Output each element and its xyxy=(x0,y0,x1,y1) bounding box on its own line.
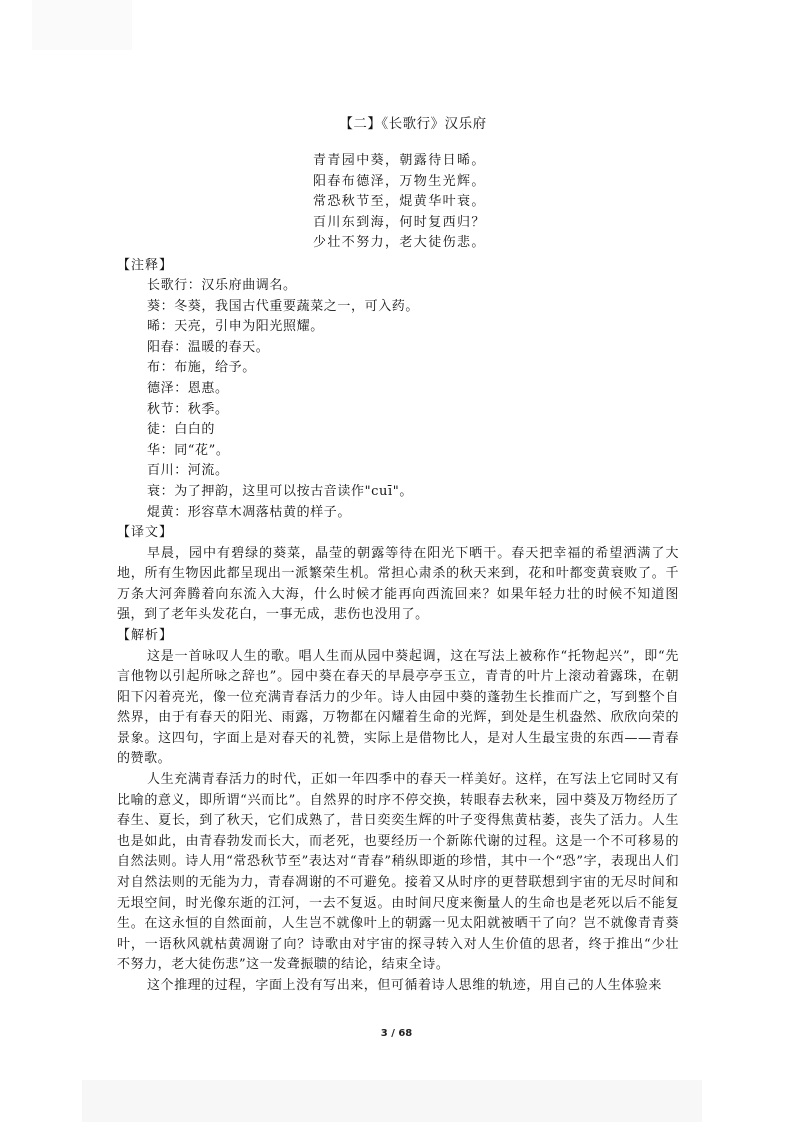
poem-line: 百川东到海，何时复西归？ xyxy=(313,214,486,230)
bottom-shade xyxy=(82,1080,702,1122)
poem-line: 少壮不努力，老大徒伤悲。 xyxy=(313,235,486,250)
note-item: 长歌行：汉乐府曲调名。 xyxy=(147,278,297,293)
analysis-heading: 【解析】 xyxy=(117,628,174,643)
poem-line: 青青园中葵，朝露待日晞。 xyxy=(313,153,486,168)
translation-paragraph: 早晨，园中有碧绿的葵菜，晶莹的朝露等待在阳光下晒干。春天把幸福的希望洒满了大地，所有生物因此都呈现出一派繁荣生机。常担心肃杀的秋天来到，花和叶都变黄衰败了。千万条大河奔腾着向东流入大海，什么时候才能再向西流回来？如果年轻力壮的时候不知道图强，到了老年头发花白，一事无成，悲伤也没用了。 xyxy=(117,545,679,623)
translation-heading: 【译文】 xyxy=(117,525,174,541)
note-item: 徒：白白的 xyxy=(147,422,216,438)
poem-block xyxy=(313,151,486,254)
note-item: 晞：天亮，引申为阳光照耀。 xyxy=(147,319,324,335)
note-item: 华：同“花”。 xyxy=(147,442,230,458)
note-item: 葵：冬葵，我国古代重要蔬菜之一，可入药。 xyxy=(147,298,420,314)
note-item: 秋节：秋季。 xyxy=(147,401,229,417)
note-item: 衰：为了押韵，这里可以按古音读作"cuī"。 xyxy=(147,483,413,499)
document-page xyxy=(117,114,679,997)
analysis-paragraph: 人生充满青春活力的时代，正如一年四季中的春天一样美好。这样，在写法上它同时又有比喻的意义，即所谓“兴而比”。自然界的时序不停交换，转眼春去秋来，园中葵及万物经历了春生、夏长，到了秋天，它们成熟了，昔日奕奕生辉的叶子变得焦黄枯萎，丧失了活力。人生也是如此，由青春勃发而长大，而老死，也要经历一个新陈代谢的过程。这是一个不可移易的自然法则。诗人用“常恐秋节至”表达对“青春”稍纵即逝的珍惜，其中一个“恐”字，表现出人们对自然法则的无能为力，青春凋谢的不可避免。接着又从时序的更替联想到宇宙的无尽时间和无垠空间，时光像东逝的江河，一去不复返。由时间尺度来衡量人的生命也是老死以后不能复生。在这永恒的自然面前，人生岂不就像叶上的朝露一见太阳就被晒干了向？岂不就像青青葵叶，一语秋风就枯黄凋谢了向？诗歌由对宇宙的探寻转入对人生价值的思者，终于推出“少壮不努力，老大徒伤悲”这一发聋振聩的结论，结束全诗。 xyxy=(117,772,679,973)
notes-heading: 【注释】 xyxy=(117,257,174,273)
analysis-paragraph: 这个推理的过程，字面上没有写出来，但可循着诗人思维的轨迹，用自己的人生体验来 xyxy=(147,978,662,993)
notes-list xyxy=(117,276,679,523)
poem-line: 常恐秋节至，焜黄华叶衰。 xyxy=(313,194,486,209)
page-title: 【二】《长歌行》汉乐府 xyxy=(339,116,487,132)
analysis-paragraph: 这是一首咏叹人生的歌。唱人生而从园中葵起调，这在写法上被称作“托物起兴”，即“先言他物以引起所咏之辞也”。园中葵在春天的早晨亭亭玉立，青青的叶片上滚动着露珠，在朝阳下闪着亮光，像一位充满青春活力的少年。诗人由园中葵的蓬勃生长推而广之，写到整个自然界，由于有春天的阳光、雨露，万物都在闪耀着生命的光辉，到处是生机盎然、欣欣向荣的景象。这四句，字面上是对春天的礼赞，实际上是借物比人，是对人生最宝贵的东西——青春的赞歌。 xyxy=(117,648,679,767)
poem-line: 阳春布德泽，万物生光辉。 xyxy=(313,173,486,189)
note-item: 德泽：恩惠。 xyxy=(147,380,229,396)
note-item: 百川：河流。 xyxy=(147,463,229,479)
note-item: 布：布施，给予。 xyxy=(147,360,256,376)
note-item: 阳春：温暖的春天。 xyxy=(147,339,270,355)
note-item: 焜黄：形容草木凋落枯黄的样子。 xyxy=(147,504,352,520)
page-number: 3 / 68 xyxy=(380,1028,413,1039)
top-shade xyxy=(32,0,132,50)
